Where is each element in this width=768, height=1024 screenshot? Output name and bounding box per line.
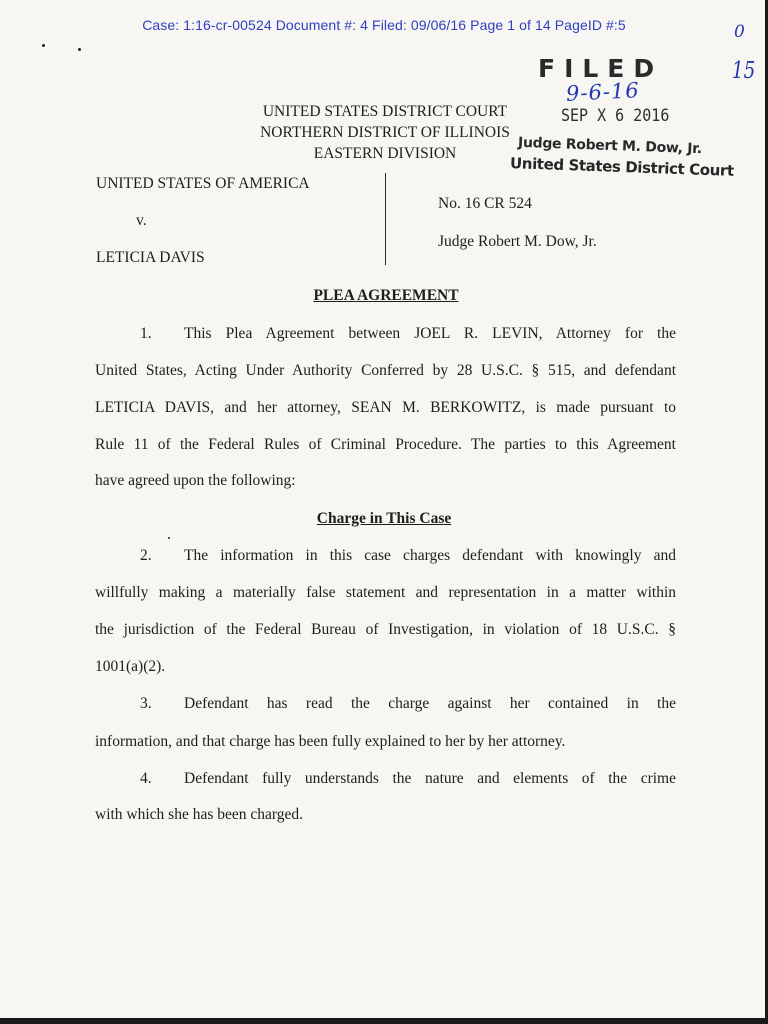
paragraph-2-line: the jurisdiction of the Federal Bureau of Investigation, in violation of 18 U.S.C. § [95, 621, 676, 638]
paragraph-3-text: Defendant has read the charge against her contained in the [184, 695, 676, 712]
filed-stamp-judge: Judge Robert M. Dow, Jr. [517, 134, 703, 158]
caption-versus: v. [136, 212, 147, 229]
ecf-header: Case: 1:16-cr-00524 Document #: 4 Filed: 09/06/16 Page 1 of 14 PageID #:5 [142, 17, 626, 33]
paragraph-4-line [140, 770, 676, 788]
court-name: UNITED STATES DISTRICT COURT [262, 103, 508, 120]
paragraph-1-line: Rule 11 of the Federal Rules of Criminal Procedure. The parties to this Agreement [95, 436, 676, 453]
case-number: No. 16 CR 524 [438, 195, 532, 212]
handwritten-date: 9-6-16 [565, 78, 641, 106]
paragraph-4-text: Defendant fully understands the nature and elements of the crime [184, 770, 676, 787]
paragraph-number: 3. [140, 695, 152, 712]
paragraph-1-line: have agreed upon the following: [95, 472, 296, 489]
filed-stamp-court: United States District Court [509, 154, 735, 180]
handwritten-mark: 0 [734, 22, 745, 42]
paragraph-number: 1. [140, 325, 152, 342]
paragraph-2-text: The information in this case charges defendant with knowingly and [184, 547, 676, 564]
section-heading: Charge in This Case [316, 510, 452, 527]
caption-plaintiff: UNITED STATES OF AMERICA [96, 175, 310, 192]
paragraph-1-line: United States, Acting Under Authority Conferred by 28 U.S.C. § 515, and defendant [95, 362, 676, 379]
paragraph-1-line: LETICIA DAVIS, and her attorney, SEAN M. BERKOWITZ, is made pursuant to [95, 399, 676, 416]
handwritten-number: 15 [731, 58, 756, 84]
paragraph-3-line [140, 695, 676, 713]
scan-speck [42, 44, 45, 47]
paragraph-number: 4. [140, 770, 152, 787]
court-name-block [225, 101, 545, 164]
paragraph-1-line [140, 325, 676, 343]
paragraph-3-line: information, and that charge has been fully explained to her by her attorney. [95, 733, 566, 750]
filed-stamp-date: SEP X 6 2016 [561, 104, 670, 126]
document-title: PLEA AGREEMENT [313, 287, 459, 304]
paragraph-number: 2. [140, 547, 152, 564]
court-district: NORTHERN DISTRICT OF ILLINOIS [260, 124, 510, 141]
assigned-judge: Judge Robert M. Dow, Jr. [438, 233, 597, 250]
paragraph-1-text: This Plea Agreement between JOEL R. LEVIN, Attorney for the [184, 325, 676, 342]
scan-speck [78, 48, 81, 51]
paragraph-4-line: with which she has been charged. [95, 806, 304, 823]
scan-speck [168, 537, 170, 539]
paragraph-2-line: willfully making a materially false statement and representation in a matter within [95, 584, 676, 601]
caption-divider [385, 173, 386, 265]
court-division: EASTERN DIVISION [313, 145, 457, 162]
caption-defendant: LETICIA DAVIS [96, 249, 205, 266]
paragraph-2-line: 1001(a)(2). [95, 658, 166, 675]
paragraph-2-line [140, 547, 676, 565]
filed-stamp: FILED [538, 54, 664, 83]
